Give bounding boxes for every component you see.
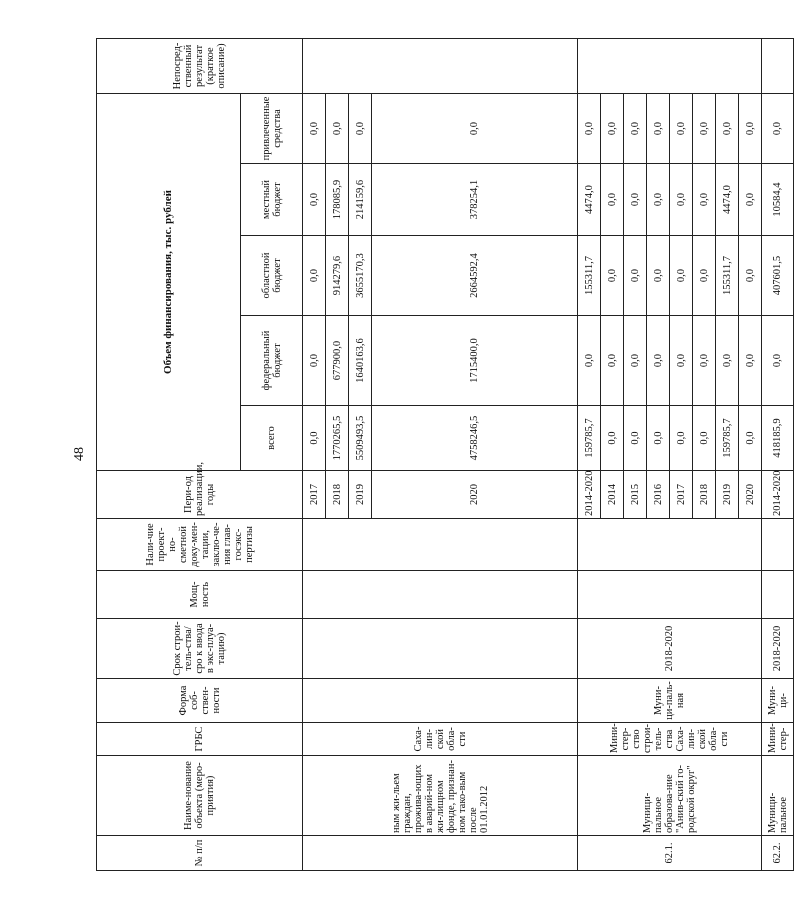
cell-local: 0,0 (647, 164, 670, 236)
cell-local: 4474,0 (716, 164, 739, 236)
header-ownership: Форма соб-ствен-ности (97, 679, 303, 723)
cell-federal: 0,0 (670, 316, 693, 406)
page-number: 48 (72, 447, 87, 461)
cell-grbs: Мини-стер- (762, 723, 794, 756)
cell-total: 4758246,5 (372, 406, 578, 471)
header-federal: федеральный бюджет (241, 316, 303, 406)
cell-regional: 2664592,4 (372, 236, 578, 316)
cell-total: 5509493,5 (349, 406, 372, 471)
cell-local: 4474,0 (578, 164, 601, 236)
cell-capacity (578, 571, 762, 619)
cell-year: 2018 (693, 471, 716, 519)
cell-year: 2020 (372, 471, 578, 519)
cell-regional: 0,0 (601, 236, 624, 316)
cell-regional: 155311,7 (716, 236, 739, 316)
cell-total: 0,0 (647, 406, 670, 471)
cell-total: 0,0 (670, 406, 693, 471)
cell-expertise (578, 519, 762, 571)
cell-federal: 0,0 (739, 316, 762, 406)
cell-name: ным жи-льем граждан, прожива-ющих в аварий-ном жи-лищном фонде, признан-ном тако-вым после 01.01.2012 (303, 756, 578, 836)
cell-total: 0,0 (601, 406, 624, 471)
cell-year: 2015 (624, 471, 647, 519)
table-row (762, 39, 794, 871)
cell-year: 2016 (647, 471, 670, 519)
cell-local: 10584,4 (762, 164, 794, 236)
header-regional: областной бюджет (241, 236, 303, 316)
cell-federal: 0,0 (624, 316, 647, 406)
header-financing: Объем финансирования, тыс. рублей (97, 94, 241, 471)
cell-local: 0,0 (624, 164, 647, 236)
cell-attracted: 0,0 (578, 94, 601, 164)
cell-term: 2018-2020 (762, 619, 794, 679)
cell-regional: 0,0 (739, 236, 762, 316)
cell-total: 159785,7 (716, 406, 739, 471)
cell-ownership (303, 679, 578, 723)
cell-federal: 1640163,6 (349, 316, 372, 406)
cell-attracted: 0,0 (739, 94, 762, 164)
cell-year: 2014-2020 (762, 471, 794, 519)
cell-ownership: Муни-ци- (762, 679, 794, 723)
cell-federal: 0,0 (716, 316, 739, 406)
cell-federal: 0,0 (303, 316, 326, 406)
header-capacity: Мощ-ность (97, 571, 303, 619)
cell-total: 0,0 (303, 406, 326, 471)
header-expertise: Нали-чие проект-но-сметной доку-мен-тации, заклю-че-ния глав-госэкс-пертизы (97, 519, 303, 571)
cell-capacity (303, 571, 578, 619)
cell-no: 62.1. (578, 836, 762, 871)
cell-local: 214159,6 (349, 164, 372, 236)
cell-expertise (762, 519, 794, 571)
cell-year: 2019 (349, 471, 372, 519)
cell-attracted: 0,0 (693, 94, 716, 164)
cell-federal: 0,0 (647, 316, 670, 406)
cell-year: 2017 (303, 471, 326, 519)
header-grbs: ГРБС (97, 723, 303, 756)
cell-no (303, 836, 578, 871)
cell-regional: 0,0 (670, 236, 693, 316)
cell-federal: 0,0 (762, 316, 794, 406)
cell-name: Муници-пальное (762, 756, 794, 836)
header-local: местный бюджет (241, 164, 303, 236)
header-total: всего (241, 406, 303, 471)
financing-table (96, 38, 794, 871)
cell-regional: 0,0 (624, 236, 647, 316)
table-row (578, 39, 601, 871)
header-period: Пери-од реализации, годы (97, 471, 303, 519)
cell-result (303, 39, 578, 94)
cell-total: 159785,7 (578, 406, 601, 471)
cell-regional: 0,0 (303, 236, 326, 316)
cell-attracted: 0,0 (716, 94, 739, 164)
cell-no: 62.2. (762, 836, 794, 871)
cell-year: 2017 (670, 471, 693, 519)
cell-term (303, 619, 578, 679)
cell-total: 1770265,5 (326, 406, 349, 471)
cell-attracted: 0,0 (326, 94, 349, 164)
cell-year: 2020 (739, 471, 762, 519)
header-result: Непосред-ственный результат (краткое описание) (97, 39, 303, 94)
table-row (303, 39, 326, 871)
cell-total: 0,0 (693, 406, 716, 471)
cell-local: 0,0 (303, 164, 326, 236)
cell-attracted: 0,0 (762, 94, 794, 164)
cell-local: 0,0 (601, 164, 624, 236)
cell-year: 2019 (716, 471, 739, 519)
cell-federal: 0,0 (578, 316, 601, 406)
cell-capacity (762, 571, 794, 619)
cell-federal: 0,0 (693, 316, 716, 406)
cell-total: 0,0 (624, 406, 647, 471)
cell-regional: 3655170,3 (349, 236, 372, 316)
cell-total: 0,0 (739, 406, 762, 471)
cell-result (762, 39, 794, 94)
cell-attracted: 0,0 (670, 94, 693, 164)
cell-federal: 677900,0 (326, 316, 349, 406)
cell-result (578, 39, 762, 94)
cell-term: 2018-2020 (578, 619, 762, 679)
cell-total: 418185,9 (762, 406, 794, 471)
cell-year: 2014-2020 (578, 471, 601, 519)
cell-attracted: 0,0 (624, 94, 647, 164)
cell-regional: 407601,5 (762, 236, 794, 316)
cell-local: 178085,9 (326, 164, 349, 236)
cell-year: 2018 (326, 471, 349, 519)
cell-attracted: 0,0 (647, 94, 670, 164)
cell-regional: 0,0 (693, 236, 716, 316)
header-attracted: привлеченные средства (241, 94, 303, 164)
cell-attracted: 0,0 (372, 94, 578, 164)
cell-local: 0,0 (739, 164, 762, 236)
rotated-table-container (96, 39, 789, 871)
cell-attracted: 0,0 (349, 94, 372, 164)
header-no: № п/п (97, 836, 303, 871)
cell-regional: 914279,6 (326, 236, 349, 316)
cell-grbs: Мини-стер-ство строи-тель-ства Саха-лин-ской обла-сти (578, 723, 762, 756)
cell-expertise (303, 519, 578, 571)
cell-regional: 155311,7 (578, 236, 601, 316)
cell-federal: 1715400,0 (372, 316, 578, 406)
header-name: Наиме-нование объекта (меро-приятия) (97, 756, 303, 836)
cell-local: 0,0 (670, 164, 693, 236)
cell-attracted: 0,0 (601, 94, 624, 164)
cell-local: 378254,1 (372, 164, 578, 236)
cell-local: 0,0 (693, 164, 716, 236)
cell-ownership: Муни-ци-паль-ная (578, 679, 762, 723)
cell-year: 2014 (601, 471, 624, 519)
cell-regional: 0,0 (647, 236, 670, 316)
cell-name: Муници-пальное образова-ние "Анив-ский го-родской округ" (578, 756, 762, 836)
cell-attracted: 0,0 (303, 94, 326, 164)
header-construction-term: Срок строи-тель-ства/сро к ввода в экс-плуа-тацию) (97, 619, 303, 679)
cell-federal: 0,0 (601, 316, 624, 406)
cell-grbs: Саха-лин-ской обла-сти (303, 723, 578, 756)
